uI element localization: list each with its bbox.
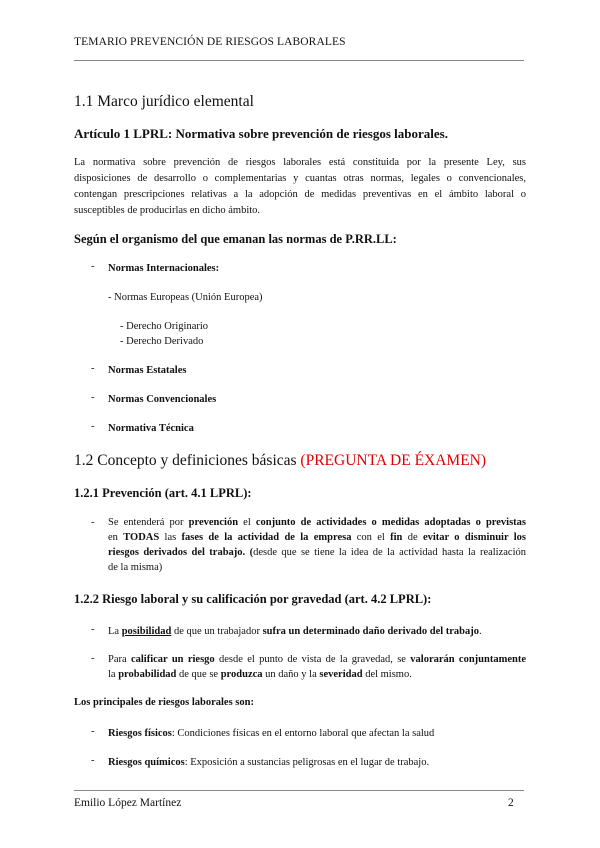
prevencion-title: 1.2.1 Prevención (art. 4.1 LPRL): (74, 486, 252, 500)
article-1-paragraph (74, 155, 526, 219)
gravedad-line (108, 652, 526, 667)
page-number: 2 (508, 797, 514, 809)
header-rule (74, 60, 524, 61)
text-run-bold: sufra un determinado daño derivado del trabajo (262, 626, 480, 637)
text-run: de (402, 532, 423, 543)
list-dash: - (91, 755, 95, 766)
footer-author: Emilio López Martínez (74, 797, 182, 809)
section-1-2-title: 1.2 Concepto y definiciones básicas (74, 452, 297, 469)
definition-line (108, 515, 526, 530)
text-run: de que se (176, 669, 221, 680)
definition-line: de la misma) (108, 562, 163, 573)
list-item-originario: - Derecho Originario (120, 321, 209, 332)
paragraph-line: susceptibles de producirlas en dicho ámbito. (74, 205, 261, 216)
paragraph-line: disposiciones de desarrollo o complementarias y cuantas otras normas, legales o convencionales, (74, 173, 526, 184)
text-run: . (479, 626, 482, 637)
text-run: de que un trabajador (171, 626, 263, 637)
text-run: Se entenderá por (108, 517, 189, 528)
article-1-title: Artículo 1 LPRL: Normativa sobre prevención de riesgos laborales. (74, 126, 448, 141)
riesgos-fisicos-item (108, 726, 434, 741)
text-run: desde que se tiene la idea de la actividad hasta la realización (253, 547, 526, 558)
text-run: en (108, 532, 124, 543)
list-dash: - (91, 653, 95, 664)
list-item-tecnica: Normativa Técnica (108, 423, 194, 434)
organismo-title: Según el organismo del que emanan las normas de P.RR.LL: (74, 232, 397, 246)
text-run: el (238, 517, 256, 528)
definition-line (108, 530, 526, 545)
paragraph-line: La normativa sobre prevención de riesgos laborales está constituida por la presente Ley, sus (74, 157, 526, 168)
paragraph-line: contengan prescripciones relativas a la adopción de medidas preventivas en el ámbito laboral o (74, 189, 526, 200)
text-run: Para (108, 654, 131, 665)
text-run-bold: valorarán conjuntamente (410, 654, 526, 665)
list-dash: - (91, 392, 95, 403)
list-item-europeas: - Normas Europeas (Unión Europea) (108, 292, 263, 303)
text-run-bold: fases de la actividad de la empresa (181, 532, 352, 543)
riesgos-fisicos-text: : Condiciones físicas en el entorno laboral que afectan la salud (171, 728, 435, 739)
gravedad-text (108, 652, 526, 682)
text-run-bold: probabilidad (118, 669, 177, 680)
riesgos-quimicos-label: Riesgos químicos (108, 757, 185, 768)
text-run: La (108, 626, 122, 637)
text-run-bold: ( (245, 547, 254, 558)
gravedad-line (108, 667, 526, 682)
list-item-estatales: Normas Estatales (108, 365, 187, 376)
list-dash: - (91, 517, 95, 528)
riesgos-quimicos-text: : Exposición a sustancias peligrosas en el lugar de trabajo. (184, 757, 430, 768)
list-item-internacionales: Normas Internacionales: (108, 263, 220, 274)
text-run-bold: prevención (188, 517, 239, 528)
prevencion-definition (108, 515, 526, 575)
running-header: TEMARIO PREVENCIÓN DE RIESGOS LABORALES (74, 36, 346, 48)
text-run: la (108, 669, 119, 680)
riesgos-quimicos-item (108, 755, 429, 770)
list-dash: - (91, 421, 95, 432)
riesgo-laboral-title: 1.2.2 Riesgo laboral y su calificación por gravedad (art. 4.2 LPRL): (74, 592, 432, 606)
text-run: del mismo. (362, 669, 412, 680)
text-run: con el (351, 532, 391, 543)
riesgos-fisicos-label: Riesgos físicos (108, 728, 172, 739)
section-1-2-heading (74, 452, 486, 470)
definition-line (108, 545, 526, 560)
text-run-bold: calificar un riesgo (130, 654, 215, 665)
text-run-bold: severidad (319, 669, 363, 680)
riesgo-definition (108, 624, 482, 639)
list-dash: - (91, 726, 95, 737)
list-dash: - (91, 624, 95, 635)
section-1-1-title: 1.1 Marco jurídico elemental (74, 93, 254, 110)
exam-question-flag: (PREGUNTA DE ÉXAMEN) (300, 452, 487, 469)
list-dash: - (91, 261, 95, 272)
principales-title: Los principales de riesgos laborales son: (74, 697, 254, 708)
text-run-bold: TODAS (123, 532, 160, 543)
text-run-bold: evitar o disminuir los (422, 532, 526, 543)
list-item-derivado: - Derecho Derivado (120, 336, 204, 347)
text-run-bold: produzca (220, 669, 263, 680)
text-run-bold: conjunto de actividades o medidas adoptadas o previstas (255, 517, 526, 528)
text-run: las (159, 532, 182, 543)
list-dash: - (91, 363, 95, 374)
text-run-bold: fin (390, 532, 403, 543)
text-run: desde el punto de vista de la gravedad, se (214, 654, 411, 665)
list-item-convencionales: Normas Convencionales (108, 394, 217, 405)
footer-rule (74, 790, 524, 791)
posibilidad-term: posibilidad (121, 626, 172, 637)
text-run: un daño y la (262, 669, 320, 680)
text-run-bold: riesgos derivados del trabajo. (108, 547, 246, 558)
